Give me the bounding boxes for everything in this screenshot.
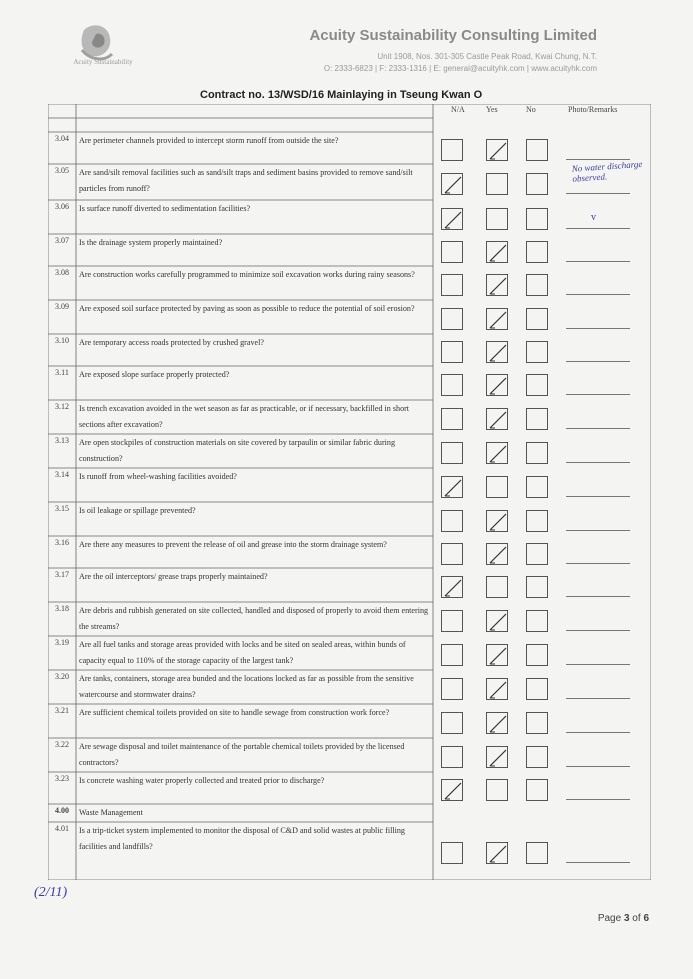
checkbox-yes-3-22[interactable] bbox=[486, 746, 508, 768]
checkbox-yes-3-13[interactable] bbox=[486, 442, 508, 464]
checkbox-yes-3-08[interactable] bbox=[486, 274, 508, 296]
remark-3-06: v bbox=[591, 212, 596, 223]
remarks-line bbox=[566, 496, 630, 497]
checkbox-yes-3-09[interactable] bbox=[486, 308, 508, 330]
row-number: 3.14 bbox=[55, 470, 69, 479]
company-name: Acuity Sustainability Consulting Limited bbox=[309, 27, 597, 44]
checkbox-no-3-11[interactable] bbox=[526, 374, 548, 396]
checkbox-no-3-15[interactable] bbox=[526, 510, 548, 532]
row-question: Is concrete washing water properly collected and treated prior to discharge? bbox=[79, 776, 325, 785]
checkbox-yes-3-04[interactable] bbox=[486, 139, 508, 161]
checkbox-na-3-06[interactable] bbox=[441, 208, 463, 230]
row-question: Are construction works carefully programmed to minimize soil excavation works during rainy seasons? bbox=[79, 270, 415, 279]
row-question: Are sufficient chemical toilets provided on site to handle sewage from construction work force? bbox=[79, 708, 390, 717]
row-question: Are tanks, containers, storage area bunded and the locations locked as far as possible from the sensitive watercourse and stormwater drains? bbox=[79, 674, 414, 699]
checkbox-na-3-07[interactable] bbox=[441, 241, 463, 263]
remarks-line bbox=[566, 698, 630, 699]
checkbox-no-4-01[interactable] bbox=[526, 842, 548, 864]
row-question: Is the drainage system properly maintained? bbox=[79, 238, 223, 247]
checkbox-na-3-18[interactable] bbox=[441, 610, 463, 632]
checkbox-na-4-01[interactable] bbox=[441, 842, 463, 864]
remarks-line bbox=[566, 563, 630, 564]
col-header-na: N/A bbox=[451, 105, 465, 114]
checkbox-na-3-22[interactable] bbox=[441, 746, 463, 768]
page-of: of bbox=[629, 913, 644, 924]
checkbox-yes-3-23[interactable] bbox=[486, 779, 508, 801]
checkbox-no-3-21[interactable] bbox=[526, 712, 548, 734]
row-number: 3.07 bbox=[55, 236, 69, 245]
row-number: 3.20 bbox=[55, 672, 69, 681]
row-question: Are perimeter channels provided to intercept storm runoff from outside the site? bbox=[79, 136, 339, 145]
checkbox-no-3-08[interactable] bbox=[526, 274, 548, 296]
checkbox-na-3-17[interactable] bbox=[441, 576, 463, 598]
col-header-no: No bbox=[526, 105, 536, 114]
row-question: Are there any measures to prevent the release of oil and grease into the storm drainage system? bbox=[79, 540, 387, 549]
row-number: 3.22 bbox=[55, 740, 69, 749]
checkbox-na-3-05[interactable] bbox=[441, 173, 463, 195]
remark-3-05: No water discharge observed. bbox=[571, 158, 643, 184]
remarks-line bbox=[566, 596, 630, 597]
row-number: 3.18 bbox=[55, 604, 69, 613]
checkbox-yes-3-17[interactable] bbox=[486, 576, 508, 598]
row-number: 3.12 bbox=[55, 402, 69, 411]
row-question: Are temporary access roads protected by crushed gravel? bbox=[79, 338, 264, 347]
handwritten-note: (2/11) bbox=[34, 885, 68, 900]
page-current: 3 bbox=[623, 913, 630, 924]
checkbox-na-3-08[interactable] bbox=[441, 274, 463, 296]
remarks-line bbox=[566, 193, 630, 194]
checkbox-no-3-14[interactable] bbox=[526, 476, 548, 498]
checkbox-yes-3-18[interactable] bbox=[486, 610, 508, 632]
row-number: 3.08 bbox=[55, 268, 69, 277]
checkbox-yes-3-06[interactable] bbox=[486, 208, 508, 230]
row-number: 3.23 bbox=[55, 774, 69, 783]
remarks-line bbox=[566, 228, 630, 229]
row-question: Are sewage disposal and toilet maintenance of the portable chemical toilets provided by the licensed contractors? bbox=[79, 742, 405, 767]
row-number: 3.11 bbox=[55, 368, 69, 377]
row-question: Are all fuel tanks and storage areas provided with locks and be sited on sealed areas, within bunds of capacity equal to 110% of the storage capacity of the largest tank? bbox=[79, 640, 406, 665]
row-question: Are exposed soil surface protected by paving as soon as possible to reduce the potential of soil erosion? bbox=[79, 304, 415, 313]
checkbox-no-3-17[interactable] bbox=[526, 576, 548, 598]
checkbox-yes-3-20[interactable] bbox=[486, 678, 508, 700]
page-prefix: Page bbox=[597, 913, 624, 924]
checkbox-na-3-15[interactable] bbox=[441, 510, 463, 532]
remarks-line bbox=[566, 862, 630, 863]
row-question: Is runoff from wheel-washing facilities avoided? bbox=[79, 472, 237, 481]
checkbox-yes-3-07[interactable] bbox=[486, 241, 508, 263]
checkbox-no-3-20[interactable] bbox=[526, 678, 548, 700]
checkbox-no-3-09[interactable] bbox=[526, 308, 548, 330]
row-number: 3.21 bbox=[55, 706, 69, 715]
checkbox-no-3-12[interactable] bbox=[526, 408, 548, 430]
row-number: 3.05 bbox=[55, 166, 69, 175]
checkbox-na-3-14[interactable] bbox=[441, 476, 463, 498]
checkbox-na-3-10[interactable] bbox=[441, 341, 463, 363]
col-header-remarks: Photo/Remarks bbox=[568, 105, 618, 114]
remarks-line bbox=[566, 328, 630, 329]
checkbox-no-3-22[interactable] bbox=[526, 746, 548, 768]
checkbox-no-3-10[interactable] bbox=[526, 341, 548, 363]
row-number: 3.15 bbox=[55, 504, 69, 513]
remarks-line bbox=[566, 361, 630, 362]
row-number: 3.06 bbox=[55, 202, 69, 211]
page-total: 6 bbox=[643, 913, 649, 924]
company-contact: O: 2333-6823 | F: 2333-1316 | E: general@acuityhk.com | www.acuityhk.com bbox=[323, 64, 597, 73]
row-number: 3.16 bbox=[55, 538, 69, 547]
remarks-line bbox=[566, 630, 630, 631]
checkbox-no-3-06[interactable] bbox=[526, 208, 548, 230]
row-number: 3.13 bbox=[55, 436, 69, 445]
checkbox-na-3-13[interactable] bbox=[441, 442, 463, 464]
checkbox-yes-3-15[interactable] bbox=[486, 510, 508, 532]
section-title: Waste Management bbox=[79, 808, 143, 817]
checkbox-no-3-18[interactable] bbox=[526, 610, 548, 632]
checkbox-na-3-23[interactable] bbox=[441, 779, 463, 801]
checkbox-no-3-16[interactable] bbox=[526, 543, 548, 565]
row-number: 3.04 bbox=[55, 134, 69, 143]
row-question: Are open stockpiles of construction materials on site covered by tarpaulin or similar fabric during construction? bbox=[79, 438, 396, 463]
logo-text: Acuity Sustainability bbox=[73, 58, 133, 66]
checkbox-yes-3-21[interactable] bbox=[486, 712, 508, 734]
remarks-line bbox=[566, 462, 630, 463]
row-question: Are debris and rubbish generated on site collected, handled and disposed of properly to avoid them entering the streams? bbox=[79, 606, 429, 631]
checkbox-yes-4-01[interactable] bbox=[486, 842, 508, 864]
row-question: Is a trip-ticket system implemented to monitor the disposal of C&D and solid wastes at public filling facilities and landfills? bbox=[79, 826, 405, 851]
company-logo bbox=[62, 20, 142, 80]
row-question: Is surface runoff diverted to sedimentation facilities? bbox=[79, 204, 251, 213]
remarks-line bbox=[566, 766, 630, 767]
row-number: 4.01 bbox=[55, 824, 69, 833]
row-question: Are exposed slope surface properly protected? bbox=[79, 370, 230, 379]
checkbox-na-3-04[interactable] bbox=[441, 139, 463, 161]
checkbox-yes-3-12[interactable] bbox=[486, 408, 508, 430]
row-number: 3.10 bbox=[55, 336, 69, 345]
checkbox-na-3-16[interactable] bbox=[441, 543, 463, 565]
remarks-line bbox=[566, 261, 630, 262]
checkbox-yes-3-05[interactable] bbox=[486, 173, 508, 195]
checkbox-yes-3-16[interactable] bbox=[486, 543, 508, 565]
checkbox-no-3-19[interactable] bbox=[526, 644, 548, 666]
checkbox-yes-3-19[interactable] bbox=[486, 644, 508, 666]
section-number: 4.00 bbox=[55, 806, 69, 815]
checkbox-no-3-13[interactable] bbox=[526, 442, 548, 464]
row-question: Is trench excavation avoided in the wet season as far as practicable, or if necessary, backfilled in short sections after excavation? bbox=[79, 404, 410, 429]
checkbox-na-3-20[interactable] bbox=[441, 678, 463, 700]
checkbox-yes-3-14[interactable] bbox=[486, 476, 508, 498]
col-header-yes: Yes bbox=[486, 105, 498, 114]
checkbox-na-3-11[interactable] bbox=[441, 374, 463, 396]
remarks-line bbox=[566, 428, 630, 429]
checkbox-no-3-23[interactable] bbox=[526, 779, 548, 801]
checkbox-na-3-21[interactable] bbox=[441, 712, 463, 734]
remarks-line bbox=[566, 394, 630, 395]
row-number: 3.09 bbox=[55, 302, 69, 311]
page-number bbox=[598, 913, 649, 924]
row-question: Are the oil interceptors/ grease traps properly maintained? bbox=[79, 572, 268, 581]
checkbox-yes-3-10[interactable] bbox=[486, 341, 508, 363]
remarks-line bbox=[566, 530, 630, 531]
checkbox-no-3-04[interactable] bbox=[526, 139, 548, 161]
checkbox-no-3-07[interactable] bbox=[526, 241, 548, 263]
remarks-line bbox=[566, 664, 630, 665]
row-question: Is oil leakage or spillage prevented? bbox=[79, 506, 196, 515]
remarks-line bbox=[566, 799, 630, 800]
remarks-line bbox=[566, 732, 630, 733]
checkbox-yes-3-11[interactable] bbox=[486, 374, 508, 396]
row-number: 3.19 bbox=[55, 638, 69, 647]
row-number: 3.17 bbox=[55, 570, 69, 579]
checkbox-no-3-05[interactable] bbox=[526, 173, 548, 195]
remarks-line bbox=[566, 294, 630, 295]
row-question: Are sand/silt removal facilities such as sand/silt traps and sediment basins provided to remove sand/silt particles from runoff? bbox=[79, 168, 413, 193]
checkbox-na-3-09[interactable] bbox=[441, 308, 463, 330]
contract-title: Contract no. 13/WSD/16 Mainlaying in Tseung Kwan O bbox=[200, 89, 483, 101]
checkbox-na-3-12[interactable] bbox=[441, 408, 463, 430]
company-address: Unit 1908, Nos. 301-305 Castle Peak Road, Kwai Chung, N.T. bbox=[377, 52, 597, 61]
checkbox-na-3-19[interactable] bbox=[441, 644, 463, 666]
